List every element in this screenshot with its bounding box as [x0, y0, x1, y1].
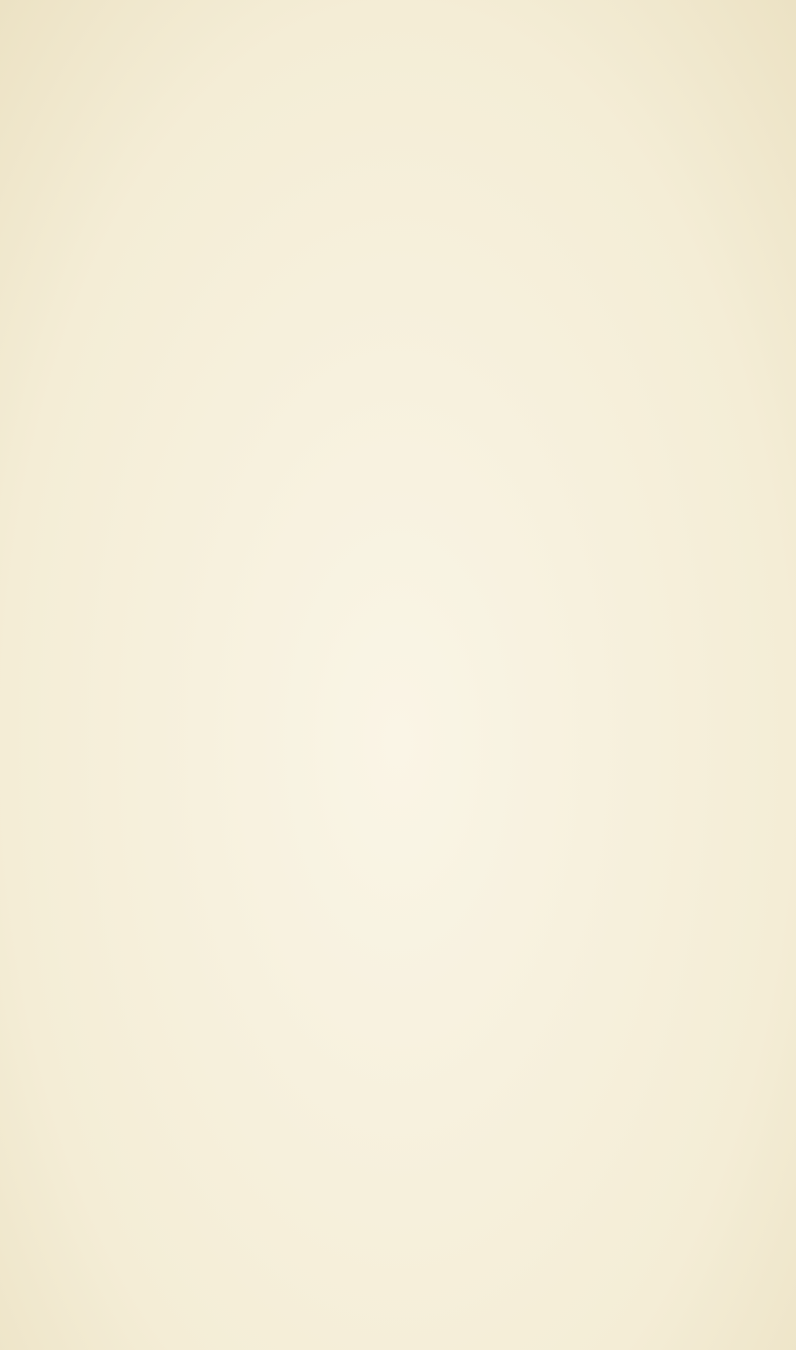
figure-labels	[0, 539, 796, 559]
grain-illustration	[120, 590, 680, 1120]
